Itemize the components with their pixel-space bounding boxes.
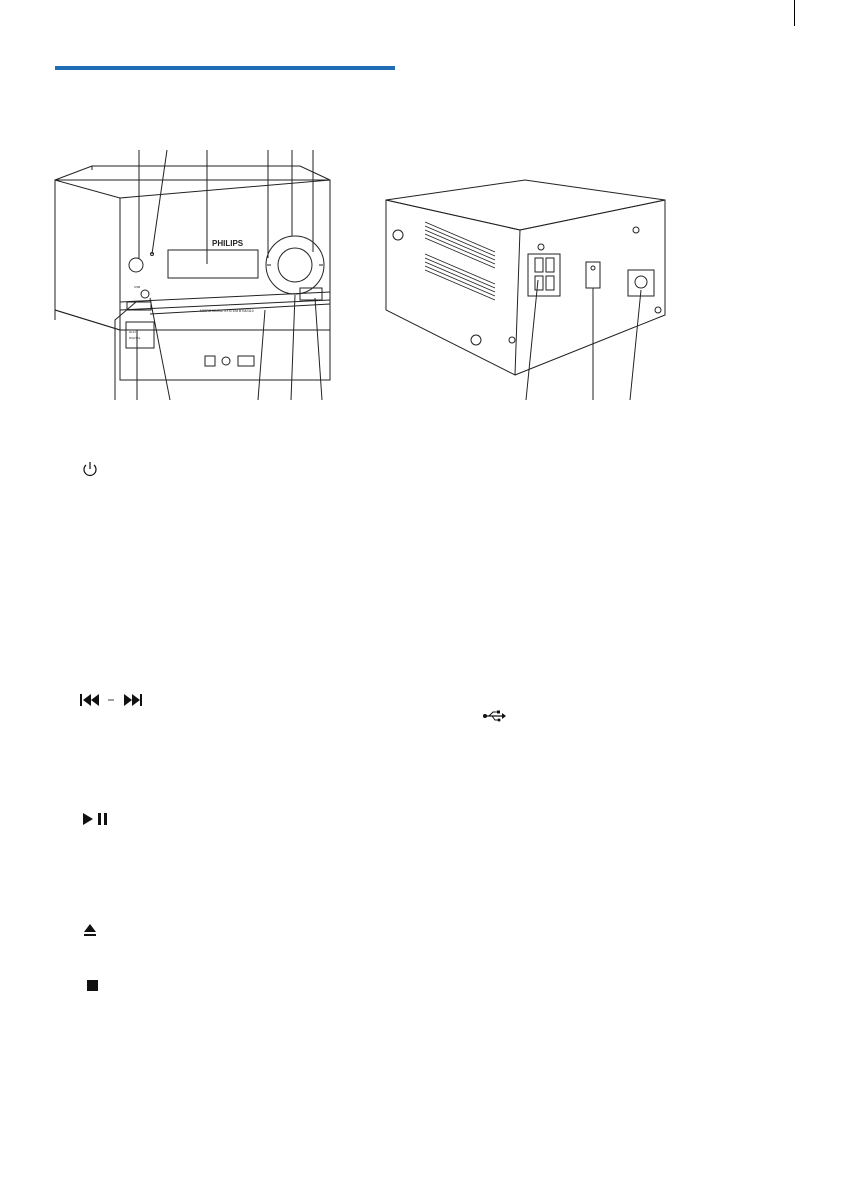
rear-unit-illustration xyxy=(386,180,665,375)
callout-lines xyxy=(115,150,641,400)
volume-knob-drawing xyxy=(278,248,312,282)
front-unit-illustration xyxy=(55,166,330,380)
page-corner-mark xyxy=(794,0,795,26)
usb-icon xyxy=(482,709,506,723)
product-diagram xyxy=(0,130,842,410)
eject-icon xyxy=(80,922,140,942)
previous-icon xyxy=(80,694,99,706)
badge-text-1: HI-FI xyxy=(129,330,136,334)
disc-tray-text: MICRO MUSIC SYSTEM BTM2310 xyxy=(200,309,254,313)
play-pause-icon xyxy=(80,811,140,831)
usb-label-text: USB xyxy=(134,285,141,289)
section-title-rule xyxy=(55,66,395,70)
power-icon xyxy=(80,460,140,480)
stop-icon xyxy=(80,978,140,998)
previous-next-icons xyxy=(80,692,140,712)
volume-ring-drawing xyxy=(266,236,324,294)
next-icon xyxy=(124,694,142,706)
brand-logo-text: PHILIPS xyxy=(212,239,244,248)
power-button-drawing xyxy=(129,258,143,272)
badge-text-2: DIGITAL xyxy=(129,336,141,340)
